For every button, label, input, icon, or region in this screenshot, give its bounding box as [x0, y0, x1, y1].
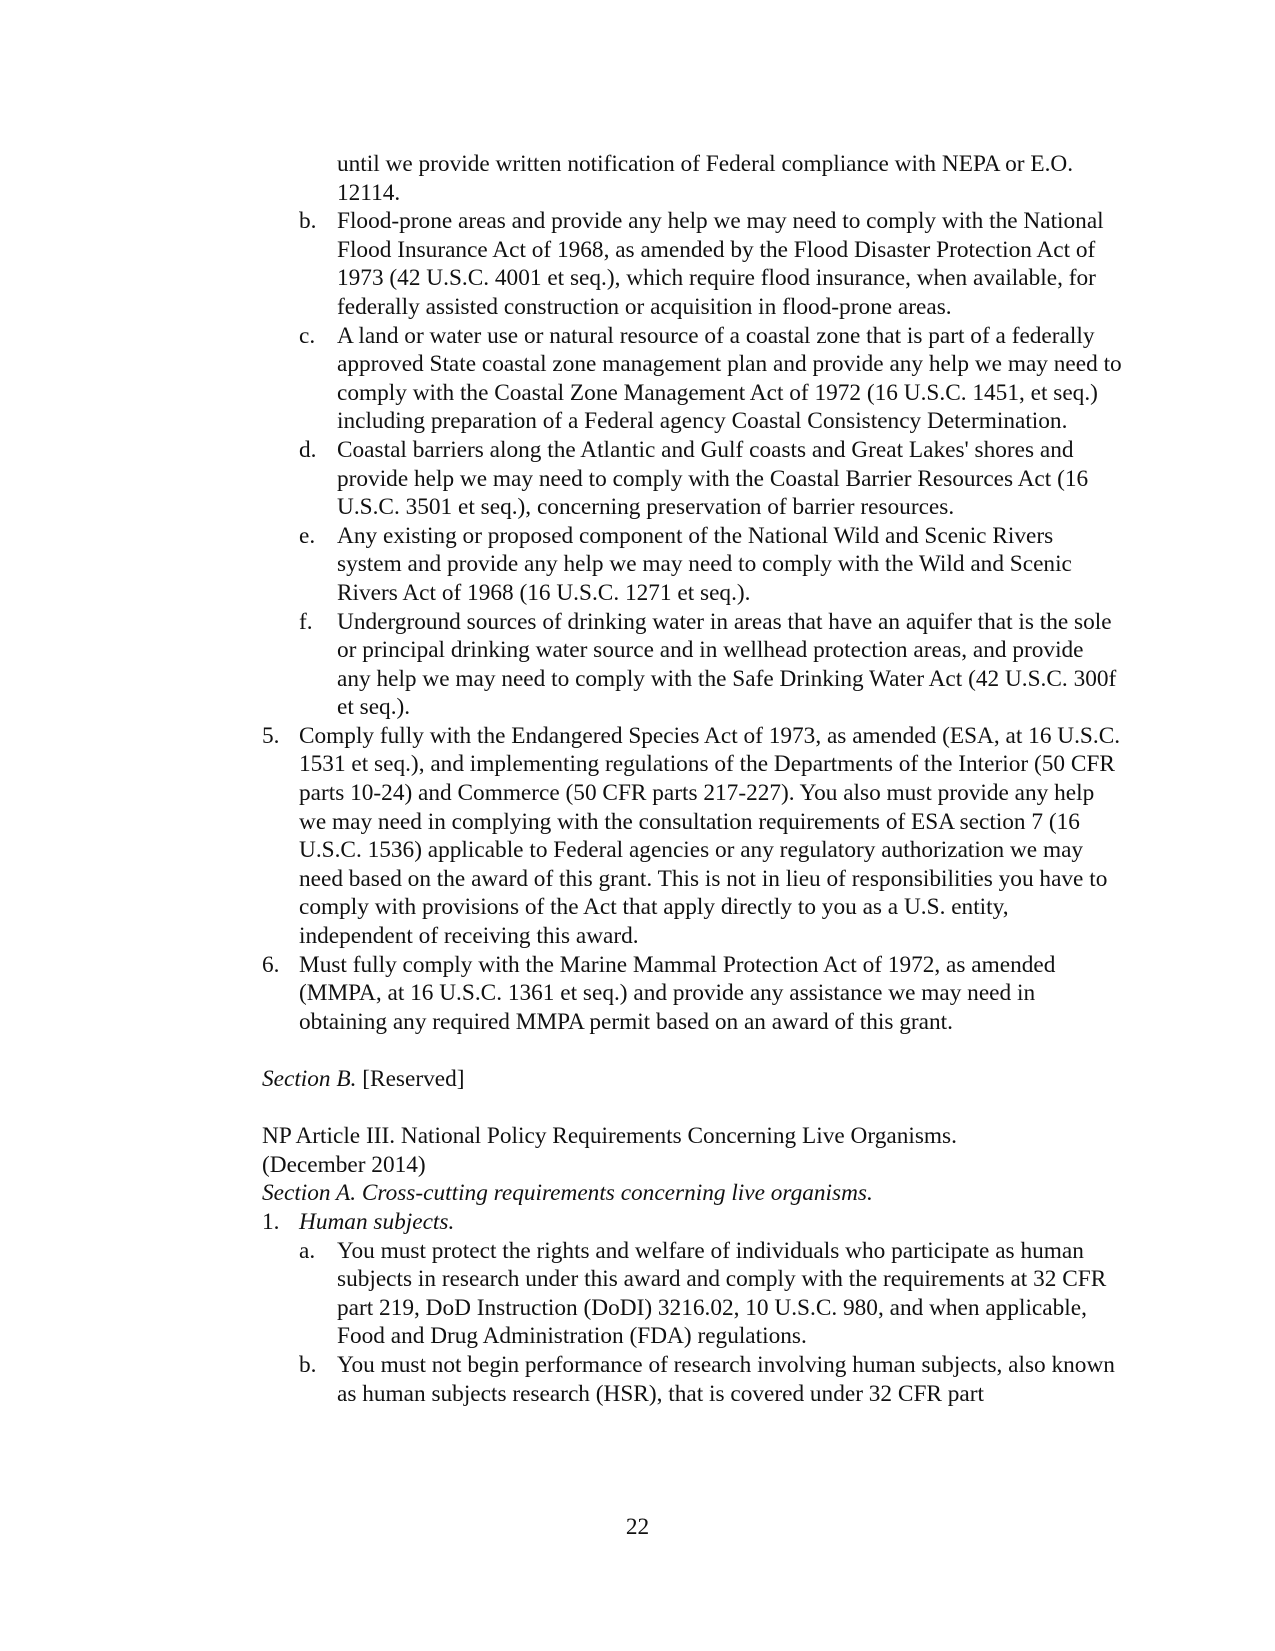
human-subjects-heading: Human subjects.	[299, 1208, 455, 1235]
list-item-text: Underground sources of drinking water in areas that have an aquifer that is the sole or principal drinking water source and in wellhead protection areas, and provide any help we may need to comply with the Safe Drinking Water Act (42 U.S.C. 300f et seq.).	[337, 608, 1117, 721]
article-title: NP Article III. National Policy Requirements Concerning Live Organisms.	[262, 1123, 957, 1150]
page-body	[262, 150, 1122, 1408]
list-item-text: You must not begin performance of research involving human subjects, also known as human subjects research (HSR), that is covered under 32 CFR part	[337, 1351, 1115, 1407]
list-marker: 6.	[262, 951, 280, 978]
list-marker: f.	[299, 608, 313, 635]
list-item-4b	[262, 207, 1122, 321]
section-b-paragraph	[262, 1065, 1122, 1094]
list-marker: 1.	[262, 1208, 280, 1235]
list-item-text: Any existing or proposed component of the National Wild and Scenic Rivers system and provide any help we may need to comply with the Wild and Scenic Rivers Act of 1968 (16 U.S.C. 1271 et seq.).	[337, 522, 1072, 606]
list-marker: e.	[299, 522, 316, 549]
list-item-4d	[262, 436, 1122, 522]
continued-paragraph: until we provide written notification of Federal compliance with NEPA or E.O. 12114.	[337, 151, 1074, 206]
list-item-1b	[262, 1351, 1122, 1408]
section-a-heading: Section A. Cross-cutting requirements concerning live organisms.	[262, 1180, 873, 1207]
list-item-text: Must fully comply with the Marine Mammal Protection Act of 1972, as amended (MMPA, at 16 U.S.C. 1361 et seq.) and provide any assistance we may need in obtaining any required MMPA permit based on an award of this grant.	[299, 951, 1056, 1035]
list-marker: b.	[299, 1351, 317, 1378]
list-item-text: Comply fully with the Endangered Species Act of 1973, as amended (ESA, at 16 U.S.C. 1531 et seq.), and implementing regulations of the Departments of the Interior (50 CFR parts 10-24) and Commerce (50 CFR parts 217-227). You also must provide any help we may need in complying with the consultation requirements of ESA section 7 (16 U.S.C. 1536) applicable to Federal agencies or any regulatory authorization we may need based on the award of this grant. This is not in lieu of responsibilities you have to comply with provisions of the Act that apply directly to you as a U.S. entity, independent of receiving this award.	[299, 722, 1121, 950]
blank-line	[262, 1094, 1122, 1123]
list-item-6	[262, 951, 1122, 1037]
list-marker: a.	[299, 1237, 316, 1264]
list-item-4c	[262, 322, 1122, 436]
list-item-4e	[262, 522, 1122, 608]
list-item-1a	[262, 1237, 1122, 1351]
list-marker: c.	[299, 322, 316, 349]
list-item-text: A land or water use or natural resource of a coastal zone that is part of a federally approved State coastal zone management plan and provide any help we may need to comply with the Coastal Zone Management Act of 1972 (16 U.S.C. 1451, et seq.) including preparation of a Federal agency Coastal Consistency Determination.	[337, 322, 1122, 435]
list-item-text: Flood-prone areas and provide any help we may need to comply with the National Flood Insurance Act of 1968, as amended by the Flood Disaster Protection Act of 1973 (42 U.S.C. 4001 et seq.), which require flood insurance, when available, for federally assisted construction or acquisition in flood-prone areas.	[337, 208, 1104, 320]
page-number: 22	[625, 1514, 650, 1540]
list-marker: d.	[299, 436, 317, 463]
list-item-human-subjects	[262, 1208, 1122, 1237]
list-item-text: You must protect the rights and welfare of individuals who participate as human subjects in research under this award and comply with the requirements at 32 CFR part 219, DoD Instruction (DoDI) 3216.02, 10 U.S.C. 980, and when applicable, Food and Drug Administration (FDA) regulations.	[337, 1237, 1107, 1350]
list-marker: 5.	[262, 722, 280, 749]
list-item-text: Coastal barriers along the Atlantic and Gulf coasts and Great Lakes' shores and provide help we may need to comply with the Coastal Barrier Resources Act (16 U.S.C. 3501 et seq.), concerning preservation of barrier resources.	[337, 436, 1089, 521]
section-b-text: [Reserved]	[362, 1066, 465, 1092]
article-date: (December 2014)	[262, 1151, 426, 1178]
section-b-label: Section B.	[262, 1066, 357, 1092]
blank-line	[262, 1036, 1122, 1065]
list-item-5	[262, 722, 1122, 951]
list-item-4f	[262, 608, 1122, 722]
list-marker: b.	[299, 208, 317, 235]
